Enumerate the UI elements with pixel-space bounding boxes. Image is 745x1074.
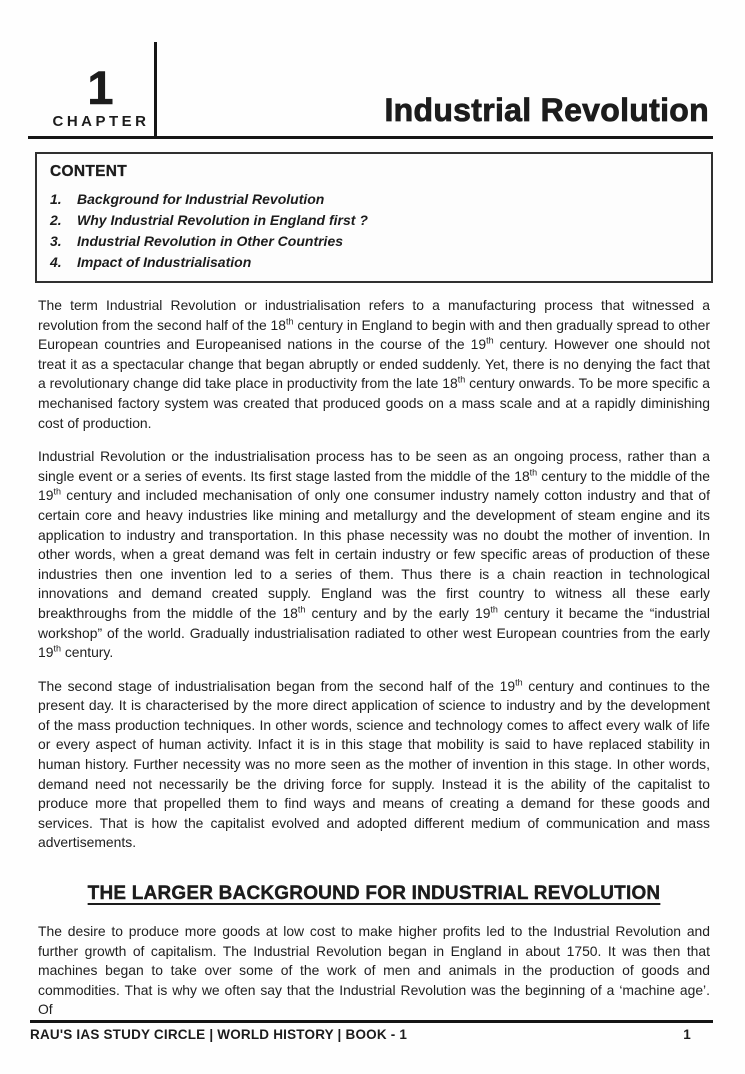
footer-book-title: RAU'S IAS STUDY CIRCLE | WORLD HISTORY | BOOK - 1 [30,1027,408,1042]
paragraph-intro-2: Industrial Revolution or the industrialisation process has to be seen as an ongoing process, rather than a single event or a series of events. Its first stage lasted from the middle of the 18th century to the middle of the 19th century and included mechanisation of only one consumer industry namely cotton industry and that of certain core and heavy industries like mining and metallurgy and the development of steam engine and its application to industry and transportation. In this phase necessity was no doubt the mother of invention. In other words, when a great demand was felt in certain industry or few specific areas of production of these industries then one invention led to a series of them. Thus there is a chain reaction in technological innovations and demand created supply. England was the first country to witness all these early breakthroughs from the middle of the 18th century and by the early 19th century it became the “industrial workshop” of the world. Gradually industrialisation radiated to other west European countries from the early 19th century. [38,448,710,661]
chapter-number: 1 [87,60,115,114]
chapter-divider [154,42,157,137]
content-item-number: 4. [50,254,62,270]
content-item-2 [50,212,699,228]
content-box-title: CONTENT [50,163,128,180]
body-text [38,296,710,1034]
content-item-1 [50,191,699,207]
chapter-header [28,40,713,139]
chapter-label: CHAPTER [52,113,150,130]
content-item-label: Why Industrial Revolution in England first ? [77,212,368,228]
section-heading: THE LARGER BACKGROUND FOR INDUSTRIAL REVOLUTION [87,883,661,905]
content-item-number: 3. [50,233,62,249]
content-item-number: 2. [50,212,62,228]
paragraph-section-1: The desire to produce more goods at low cost to make higher profits led to the Industrial Revolution and further growth of capitalism. The Industrial Revolution began in England in about 1750. It was then that machines began to take over some of the work of men and animals in the production of goods and commodities. That is why we often say that the Industrial Revolution was the beginning of a ‘machine age’. Of [38,923,710,1018]
content-item-label: Industrial Revolution in Other Countries [77,233,344,249]
page-footer [30,1020,713,1042]
content-item-label: Background for Industrial Revolution [77,191,325,207]
chapter-block [48,60,154,130]
content-list [50,191,699,270]
page-number: 1 [683,1027,691,1042]
paragraph-intro-1: The term Industrial Revolution or industrialisation refers to a manufacturing process that witnessed a revolution from the second half of the 18th century in England to begin with and then gradually spread to other European countries and Europeanised nations in the course of the 19th century. However one should not treat it as a spectacular change that began abruptly or ended suddenly. Yet, there is no denying the fact that a revolutionary change did take place in productivity from the late 18th century onwards. To be more specific a mechanised factory system was created that produced goods on a mass scale and at a rapidly diminishing cost of production. [38,297,710,431]
page-title: Industrial Revolution [384,92,709,128]
content-item-4 [50,254,699,270]
paragraph-intro-3: The second stage of industrialisation began from the second half of the 19th century and continues to the present day. It is characterised by the more direct application of science to industry and by the development of the mass production techniques. In other words, science and technology comes to affect every walk of life or every aspect of human activity. Infact it is in this stage that mobility is said to have replaced stability in human history. Further necessity was no more seen as the mother of invention in this stage. In other words, demand need not necessarily be the driving force for supply. Instead it is the ability of the capitalist to produce more that propelled them to find ways and means of creating a demand for these goods and services. That is how the capitalist evolved and adopted different medium of communication and mass advertisements. [38,677,710,851]
content-item-3 [50,233,699,249]
content-item-number: 1. [50,191,62,207]
content-item-label: Impact of Industrialisation [77,254,252,270]
content-box [35,152,713,283]
